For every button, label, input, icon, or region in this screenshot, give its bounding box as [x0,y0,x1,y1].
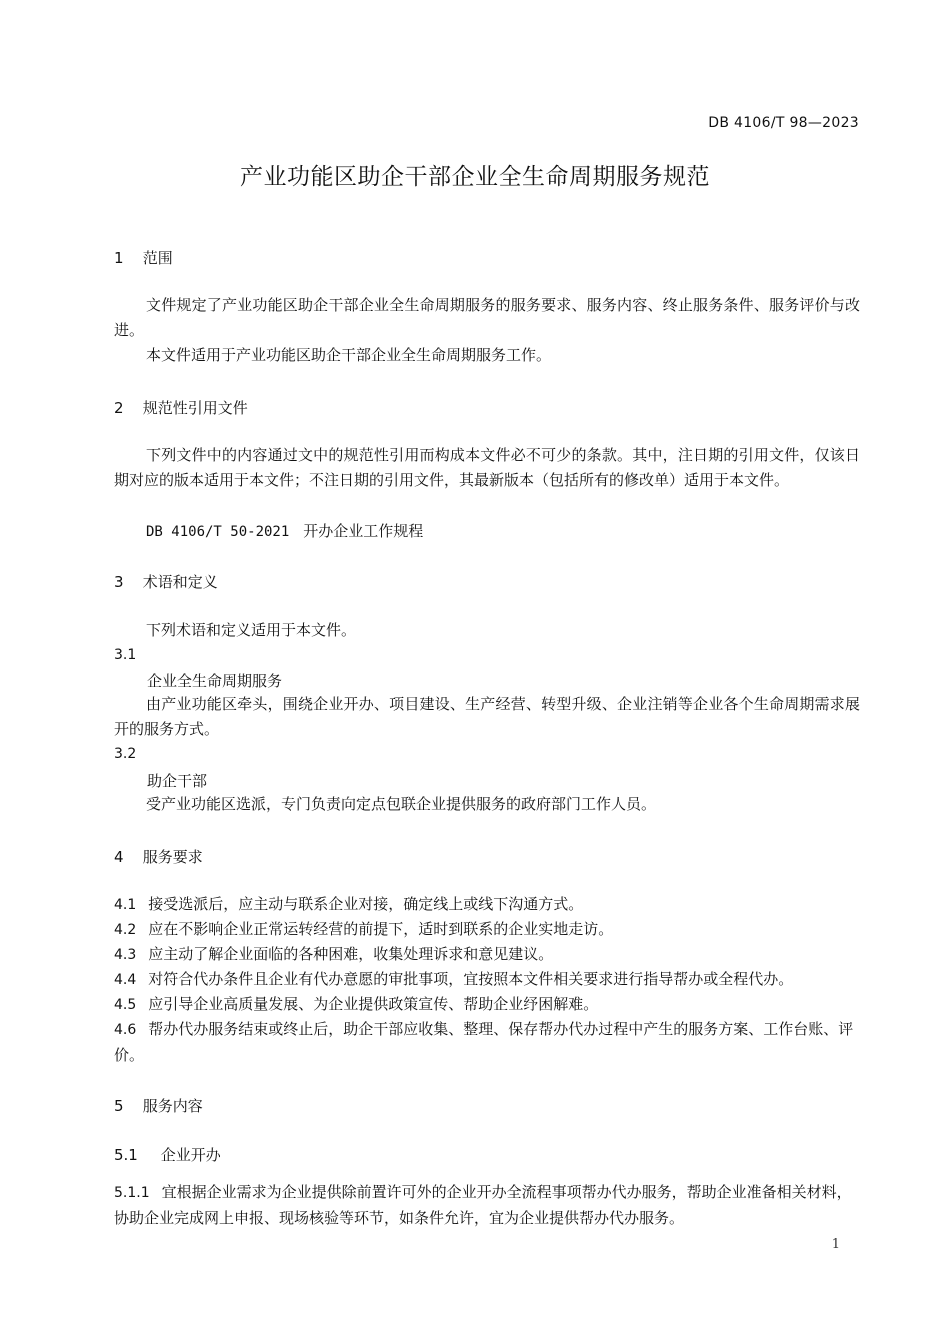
reference-entry [146,520,423,541]
clause-number: 4.5 [114,997,137,1013]
clause-number: 4.1 [114,897,137,913]
clause-text: 帮办代办服务结束或终止后，助企干部应收集、整理、保存帮办代办过程中产生的服务方案、工作台账、评价。 [114,1020,854,1064]
section-heading-service-content [114,1095,203,1116]
clause-number: 4.2 [114,922,137,938]
clause-number: 5.1.1 [114,1185,150,1201]
subsection-number: 5.1 [114,1146,138,1164]
scope-paragraph-2: 本文件适用于产业功能区助企干部企业全生命周期服务工作。 [146,346,552,364]
clause-number: 4.3 [114,947,137,963]
clause-4-4 [114,967,860,993]
section-title: 规范性引用文件 [142,399,248,417]
section-heading-terms [114,571,218,592]
clause-4-6 [114,1017,860,1068]
subsection-heading-enterprise-startup [114,1144,221,1165]
section-number: 3 [114,573,124,591]
section-title: 术语和定义 [142,573,218,591]
term-name: 企业全生命周期服务 [147,672,283,690]
reference-title: 开办企业工作规程 [303,522,424,540]
clause-text: 应主动了解企业面临的各种困难，收集处理诉求和意见建议。 [148,945,554,963]
section-number: 4 [114,848,124,866]
clause-text: 宜根据企业需求为企业提供除前置许可外的企业开办全流程事项帮办代办服务，帮助企业准备相关材料，协助企业完成网上申报、现场核验等环节，如条件允许，宜为企业提供帮办代办服务。 [114,1183,852,1227]
document-number: DB 4106/T 98—2023 [708,115,859,131]
document-title: 产业功能区助企干部企业全生命周期服务规范 [240,164,710,190]
term-number: 3.1 [114,647,137,663]
section-title: 服务要求 [142,848,203,866]
references-paragraph: 下列文件中的内容通过文中的规范性引用而构成本文件必不可少的条款。其中，注日期的引用文件，仅该日期对应的版本适用于本文件；不注日期的引用文件，其最新版本（包括所有的修改单）适用于本文件。 [114,446,860,489]
section-title: 服务内容 [142,1097,203,1115]
section-heading-scope [114,247,173,268]
clause-number: 4.6 [114,1022,137,1038]
clause-number: 4.4 [114,972,137,988]
section-heading-normative-references [114,397,248,418]
clause-4-5 [114,992,860,1018]
section-number: 5 [114,1097,124,1115]
scope-paragraph-1: 文件规定了产业功能区助企干部企业全生命周期服务的服务要求、服务内容、终止服务条件、服务评价与改进。 [114,296,860,339]
clause-4-1 [114,892,860,918]
clause-text: 对符合代办条件且企业有代办意愿的审批事项，宜按照本文件相关要求进行指导帮办或全程代办。 [148,970,794,988]
term-definition: 由产业功能区牵头，围绕企业开办、项目建设、生产经营、转型升级、企业注销等企业各个生命周期需求展开的服务方式。 [114,695,860,738]
terms-intro: 下列术语和定义适用于本文件。 [146,621,357,639]
subsection-title: 企业开办 [160,1146,221,1164]
section-heading-service-requirements [114,846,203,867]
clause-4-2 [114,917,860,943]
section-number: 1 [114,249,124,267]
term-name: 助企干部 [147,772,208,790]
section-title: 范围 [142,249,173,267]
term-definition: 受产业功能区选派，专门负责向定点包联企业提供服务的政府部门工作人员。 [146,795,657,813]
clause-text: 应在不影响企业正常运转经营的前提下，适时到联系的企业实地走访。 [148,920,614,938]
clause-text: 应引导企业高质量发展、为企业提供政策宣传、帮助企业纾困解难。 [148,995,599,1013]
section-number: 2 [114,399,124,417]
clause-text: 接受选派后，应主动与联系企业对接，确定线上或线下沟通方式。 [148,895,584,913]
clause-5-1-1 [114,1180,860,1231]
reference-code: DB 4106/T 50-2021 [146,524,290,540]
clause-4-3 [114,942,860,968]
page-number: 1 [831,1237,840,1252]
term-number: 3.2 [114,746,137,762]
